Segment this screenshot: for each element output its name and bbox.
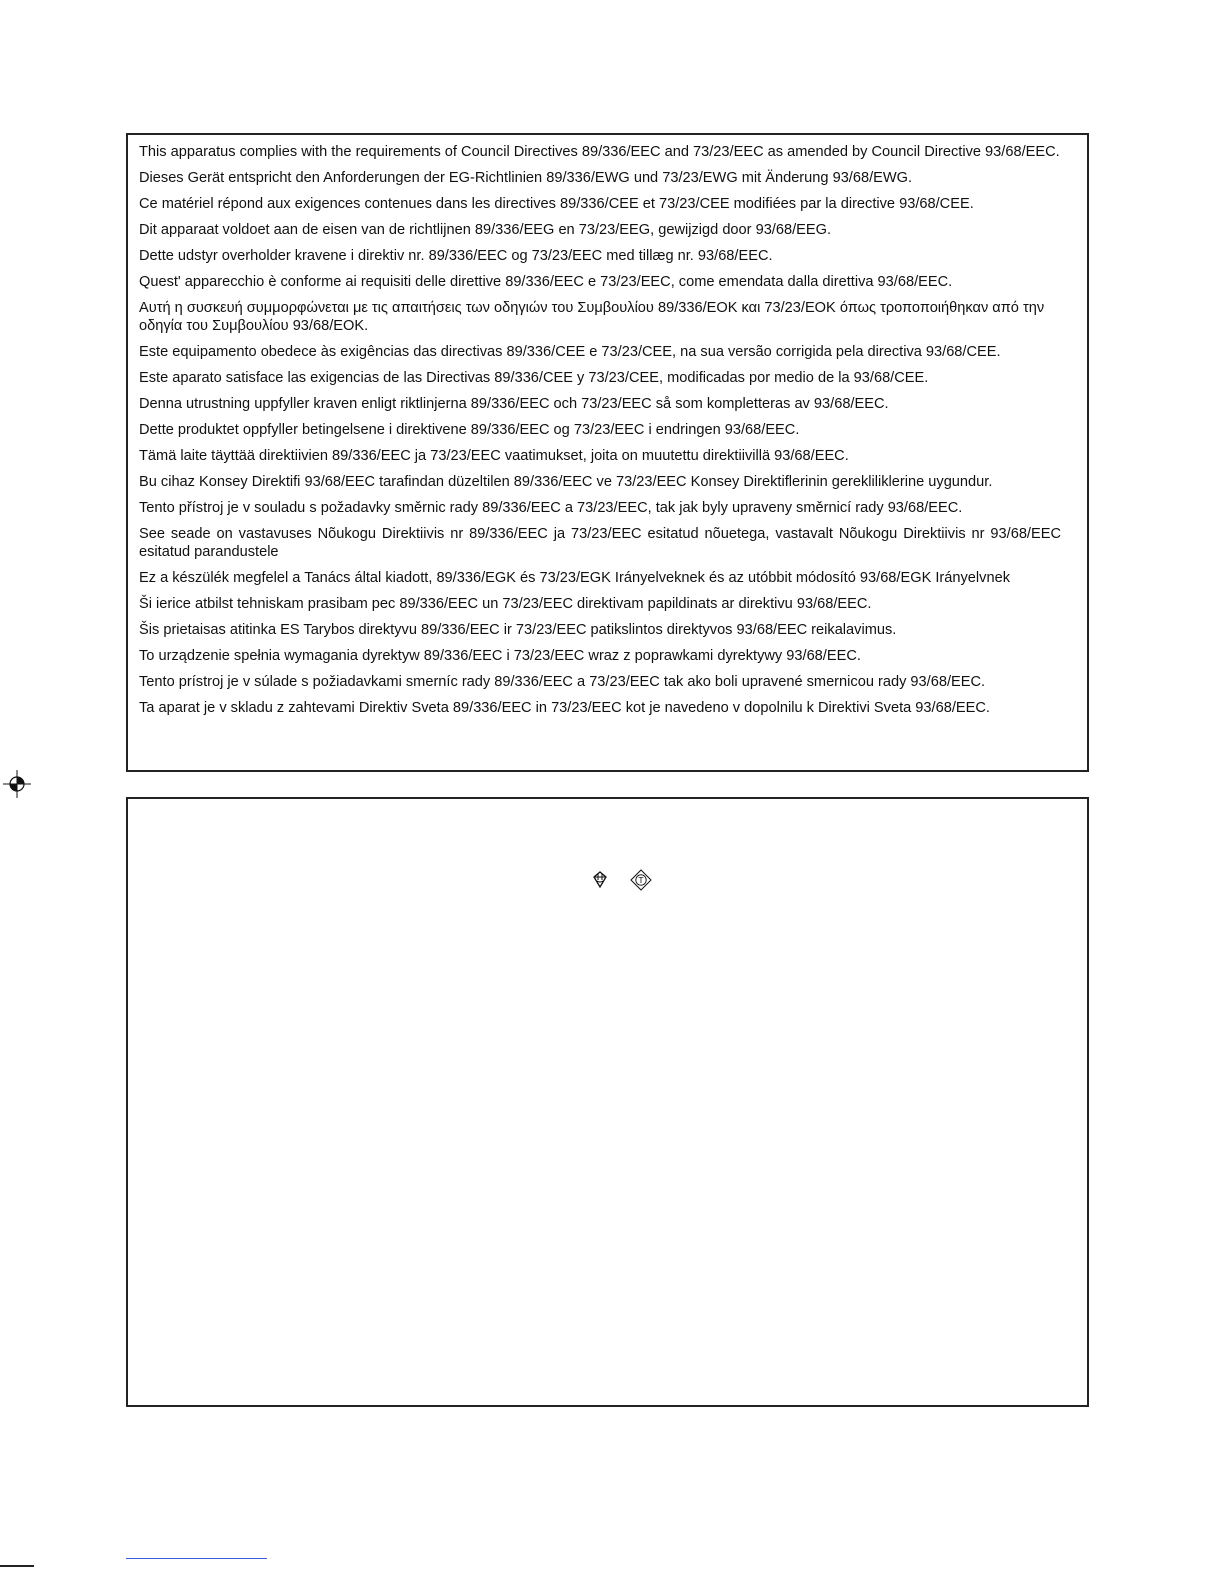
- compliance-statements-box: [126, 133, 1089, 772]
- statement-fi: Tämä laite täyttää direktiivien 89/336/EEC ja 73/23/EEC vaatimukset, joita on muutettu direktiivillä 93/68/EEC.: [139, 448, 849, 464]
- statement-sl: Ta aparat je v skladu z zahtevami Direktiv Sveta 89/336/EEC in 73/23/EEC kot je navedeno v dopolnilu k Direktivi Sveta 93/68/EEC.: [139, 700, 990, 716]
- statement-hu: Ez a készülék megfelel a Tanács által kiadott, 89/336/EGK és 73/23/EGK Irányelveknek és az utóbbit módosító 93/68/EGK Irányelvnek: [139, 570, 1010, 586]
- corner-crop-mark: [0, 1565, 34, 1567]
- t-mark-diamond-icon: [630, 869, 652, 891]
- statement-lv: Ši ierice atbilst tehniskam prasibam pec 89/336/EEC un 73/23/EEC direktivam papildinats ar direktivu 93/68/EEC.: [139, 596, 872, 612]
- t-mark-letter: T: [638, 875, 644, 886]
- registration-crosshair-icon: [3, 770, 31, 798]
- statement-de: Dieses Gerät entspricht den Anforderungen der EG-Richtlinien 89/336/EWG und 73/23/EWG mit Änderung 93/68/EWG.: [139, 170, 913, 186]
- certification-marks-box: [126, 797, 1089, 1407]
- statement-el: Αυτή η συσκευή συμμορφώνεται με τις απαιτήσεις των οδηγιών του Συμβουλίου 89/336/EOK και 73/23/EOK όπως τροποποιήθηκαν από την οδηγία του Συμβουλίου 93/68/EOK.: [139, 300, 1045, 334]
- statement-sk: Tento prístroj je v súlade s požiadavkami smerníc rady 89/336/EEC a 73/23/EEC tak ako boli upravené smernicou rady 93/68/EEC.: [139, 674, 986, 690]
- statement-pt: Este equipamento obedece às exigências das directivas 89/336/CEE e 73/23/CEE, na sua versão corrigida pela directiva 93/68/CEE.: [139, 344, 1001, 360]
- statement-lt: Šis prietaisas atitinka ES Tarybos direktyvu 89/336/EEC ir 73/23/EEC patikslintos direktyvos 93/68/EEC reikalavimus.: [139, 622, 897, 638]
- statement-es: Este aparato satisface las exigencias de las Directivas 89/336/CEE y 73/23/CEE, modificadas por medio de la 93/68/CEE.: [139, 370, 929, 386]
- statement-sv: Denna utrustning uppfyller kraven enligt riktlinjerna 89/336/EEC och 73/23/EEC så som kompletteras av 93/68/EEC.: [139, 396, 889, 412]
- footer-rule: [126, 1558, 267, 1559]
- statement-nl: Dit apparaat voldoet aan de eisen van de richtlijnen 89/336/EEG en 73/23/EEG, gewijzigd door 93/68/EEG.: [139, 222, 832, 238]
- statement-en: This apparatus complies with the requirements of Council Directives 89/336/EEC and 73/23/EEC as amended by Council Directive 93/68/EEC.: [139, 144, 1060, 160]
- statement-tr: Bu cihaz Konsey Direktifi 93/68/EEC tarafindan düzeltilen 89/336/EEC ve 73/23/EEC Konsey Direktiflerinin gerekliliklerine uygundur.: [139, 474, 993, 490]
- bsi-kitemark-icon: [592, 871, 608, 889]
- statement-fr: Ce matériel répond aux exigences contenues dans les directives 89/336/CEE et 73/23/CEE modifiées par la directive 93/68/CEE.: [139, 196, 974, 212]
- statement-pl: To urządzenie spełnia wymagania dyrektyw 89/336/EEC i 73/23/EEC wraz z poprawkami dyrektywy 93/68/EEC.: [139, 648, 861, 664]
- statement-it: Quest' apparecchio è conforme ai requisiti delle direttive 89/336/EEC e 73/23/EEC, come emendata dalla direttiva 93/68/EEC.: [139, 274, 953, 290]
- statement-et: See seade on vastavuses Nõukogu Direktiivis nr 89/336/EEC ja 73/23/EEC esitatud nõuetega, vastavalt Nõukogu Direktiivis nr 93/68/EEC esitatud parandustele: [139, 526, 1061, 560]
- statement-cs: Tento přístroj je v souladu s požadavky směrnic rady 89/336/EEC a 73/23/EEC, tak jak byly upraveny směrnicí rady 93/68/EEC.: [139, 500, 963, 516]
- statement-no: Dette produktet oppfyller betingelsene i direktivene 89/336/EEC og 73/23/EEC i endringen 93/68/EEC.: [139, 422, 800, 438]
- statement-da: Dette udstyr overholder kravene i direktiv nr. 89/336/EEC og 73/23/EEC med tillæg nr. 93/68/EEC.: [139, 248, 773, 264]
